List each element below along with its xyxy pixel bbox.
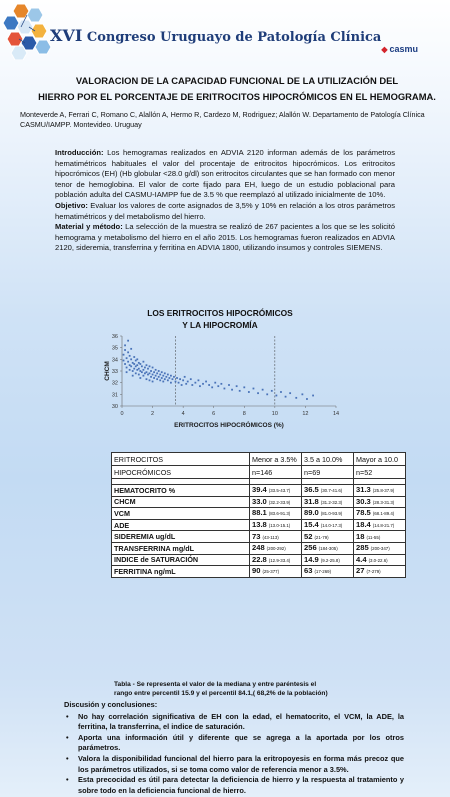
cell-range: (68.1-89.4)	[372, 511, 395, 517]
discussion-item: • Esta precocidad es útil para detectar la deficiencia de hierro y la respuesta al tratamiento y sobre todo en la deficiencia funcional de hierro.	[64, 775, 404, 796]
table-cell	[354, 519, 406, 531]
cell-median: 30.3	[356, 496, 371, 506]
data-point	[301, 393, 303, 395]
table-row	[112, 531, 406, 543]
cell-median: 18	[356, 531, 365, 541]
cell-range: (200-292)	[266, 546, 286, 552]
data-point	[150, 376, 152, 378]
objective-text: Evaluar los valores de corte asignados de 3,5% y 10% en relación a los otros parámetros hematimétricos y del metabolismo del hierro.	[55, 200, 395, 221]
table-cell	[250, 496, 302, 508]
data-point	[130, 365, 132, 367]
intro-text: Los hemogramas realizados en ADVIA 2120 informan además de los parámetros hematimétricos habituales el valor del procentaje de eritrocitos hipocrómicos. Los eritrocitos hipocrómicos (EH) (Hb globular <28.0 g/dl) son eritrocitos circulantes que se han formado con menor tenor de hemoglobina. El valor de corte fijado para EH, luego de un estudio poblacional para población adulta del CASMU-IAMPP fue de 3.5 % que reemplazó al utilizado inicialmente de 10%.	[55, 148, 395, 200]
header-label-2: HIPOCRÓMICOS	[112, 466, 250, 479]
data-point	[253, 388, 255, 390]
y-tick-label: 32	[111, 380, 118, 387]
cell-median: 52	[304, 531, 313, 541]
title-line-2: HIERRO POR EL PORCENTAJE DE ERITROCITOS HIPOCRÓMICOS EN EL HEMOGRAMA.	[38, 91, 436, 102]
data-point	[170, 382, 172, 384]
data-point	[208, 384, 210, 386]
cell-median: 248	[252, 543, 265, 553]
table-row	[112, 519, 406, 531]
cell-median: 63	[304, 566, 313, 576]
table-cell	[354, 542, 406, 554]
header-col-1-b: n=146	[250, 466, 302, 479]
discussion-item: • Valora la disponibilidad funcional del hierro para la eritropoyesis en forma más precoz que los parámetros utilizados, si se toma como valor de referencia menor a 3.5%.	[64, 754, 404, 775]
data-point	[176, 377, 178, 379]
cell-median: 18.4	[356, 520, 371, 530]
title-line-1: VALORACION DE LA CAPACIDAD FUNCIONAL DE LA UTILIZACIÓN DEL	[75, 75, 399, 86]
data-point	[126, 371, 128, 373]
results-table	[111, 452, 406, 578]
data-point	[139, 363, 141, 365]
data-point	[262, 389, 264, 391]
table-cell	[250, 531, 302, 543]
data-point	[190, 378, 192, 380]
cell-median: 36.5	[304, 485, 319, 495]
data-point	[152, 374, 154, 376]
cell-range: (9.2-25.8)	[320, 557, 340, 563]
table-row	[112, 496, 406, 508]
data-point	[158, 376, 160, 378]
y-tick-label: 34	[111, 357, 118, 364]
table-row	[112, 485, 406, 497]
data-point	[124, 349, 126, 351]
cell-range: (7-279)	[366, 569, 381, 575]
data-point	[124, 363, 126, 365]
table-cell	[354, 566, 406, 578]
y-tick-label: 35	[111, 345, 118, 352]
poster-title	[38, 73, 436, 105]
x-tick-label: 12	[302, 411, 309, 417]
data-point	[130, 358, 132, 360]
row-label: ADE	[112, 519, 250, 531]
data-point	[257, 392, 259, 394]
data-point	[164, 372, 166, 374]
data-point	[129, 355, 131, 357]
caption-line-1: Tabla - Se representa el valor de la mediana y entre paréntesis el	[114, 681, 317, 688]
cell-range: (21-79)	[314, 534, 329, 540]
data-point	[187, 381, 189, 383]
data-point	[123, 360, 125, 362]
data-point	[280, 391, 282, 393]
cell-median: 33.0	[252, 496, 267, 506]
data-point	[214, 382, 216, 384]
data-point	[127, 340, 129, 342]
table-cell	[250, 508, 302, 520]
cell-median: 78.5	[356, 508, 371, 518]
data-point	[295, 397, 297, 399]
data-point	[178, 382, 180, 384]
table-row	[112, 554, 406, 566]
data-point	[153, 371, 155, 373]
cell-range: (32.2-33.9)	[268, 499, 291, 505]
header-col-3-a: Mayor a 10.0	[354, 453, 406, 466]
caption-line-2: rango entre percentil 15.9 y el percentil 84.1,( 68,2% de la población)	[114, 690, 328, 697]
data-point	[220, 383, 222, 385]
cell-median: 4.4	[356, 554, 367, 564]
table-cell	[302, 554, 354, 566]
data-point	[149, 372, 151, 374]
table-cell	[302, 531, 354, 543]
authors: Monteverde A, Ferrari C, Romano C, Alallón A, Hermo R, Cardezo M, Rodriguez; Alallón W. Departamento de Patología Clínica CASMU/IAMPP. Montevideo. Uruguay	[20, 110, 425, 129]
objective-paragraph	[55, 201, 395, 222]
table-cell	[302, 542, 354, 554]
table-cell	[250, 485, 302, 497]
table-header-row-2	[112, 466, 406, 479]
data-point	[167, 374, 169, 376]
data-point	[130, 348, 132, 350]
chart-title	[120, 307, 320, 331]
row-label: CHCM	[112, 496, 250, 508]
cell-median: 31.8	[304, 496, 319, 506]
discussion-list	[64, 712, 404, 797]
table-cell	[250, 519, 302, 531]
x-tick-label: 2	[151, 411, 155, 417]
method-label: Material y método:	[55, 222, 123, 232]
table-cell	[354, 496, 406, 508]
method-paragraph	[55, 222, 395, 254]
y-axis-label: CHCM	[104, 361, 111, 381]
data-point	[164, 378, 166, 380]
casmu-logo	[381, 44, 418, 54]
data-point	[143, 361, 145, 363]
data-point	[127, 361, 129, 363]
data-point	[172, 378, 174, 380]
data-point	[289, 392, 291, 394]
cell-range: (83.6-91.3)	[268, 511, 291, 517]
casmu-mark-icon: ◆	[381, 44, 388, 54]
row-label: TRANSFERRINA mg/dL	[112, 542, 250, 554]
table-cell	[302, 508, 354, 520]
table-cell	[354, 554, 406, 566]
congress-name: Congreso Uruguayo de Patología Clínica	[86, 30, 382, 45]
data-point	[228, 384, 230, 386]
data-point	[126, 367, 128, 369]
cell-median: 39.4	[252, 485, 267, 495]
data-point	[312, 395, 314, 397]
cell-range: (30.7-41.6)	[320, 488, 343, 494]
y-tick-label: 31	[111, 392, 118, 399]
table-cell	[302, 496, 354, 508]
discussion-title: Discusión y conclusiones:	[64, 700, 158, 709]
cell-range: (17-269)	[314, 569, 332, 575]
cell-range: (200-347)	[370, 546, 390, 552]
cell-range: (25-377)	[262, 569, 280, 575]
table-row	[112, 542, 406, 554]
cell-range: (25.8-37.9)	[372, 488, 395, 494]
cell-range: (14.0-17.3)	[320, 523, 343, 529]
table-caption	[114, 680, 414, 698]
data-point	[152, 367, 154, 369]
chart-title-line-2: Y LA HIPOCROMÍA	[182, 320, 258, 330]
data-point	[146, 371, 148, 373]
data-point	[139, 377, 141, 379]
casmu-logo-text: casmu	[389, 44, 418, 54]
x-axis-label: ERITROCITOS HIPOCRÓMICOS (%)	[174, 422, 284, 429]
cell-range: (3.0-22.6)	[368, 557, 388, 563]
discussion-item: • No hay correlación significativa de EH con la edad, el hematocrito, el VCM, la ADE, la ferritina, la transferrina, el indice de saturación.	[64, 712, 404, 733]
poster-header	[0, 0, 450, 60]
hexagon-molecule-icon	[3, 2, 55, 60]
table-cell	[250, 566, 302, 578]
header-col-1-a: Menor a 3.5%	[250, 453, 302, 466]
objective-label: Objetivo:	[55, 200, 88, 210]
cell-range: (81.0-93.9)	[320, 511, 343, 517]
row-label: FERRITINA ng/mL	[112, 566, 250, 578]
row-label: INDICE de SATURACIÓN	[112, 554, 250, 566]
data-point	[266, 393, 268, 395]
discussion-item: • Aporta una información útil y diferente que se agrega a la aportada por los otros parámetros.	[64, 733, 404, 754]
data-point	[185, 383, 187, 385]
data-point	[217, 385, 219, 387]
data-point	[159, 379, 161, 381]
cell-median: 90	[252, 566, 261, 576]
data-point	[161, 377, 163, 379]
intro-label: Introducción:	[55, 148, 104, 157]
intro-section	[55, 148, 395, 254]
data-point	[271, 390, 273, 392]
data-point	[239, 390, 241, 392]
data-point	[199, 385, 201, 387]
cell-range: (13.0-15.1)	[268, 523, 291, 529]
data-point	[144, 367, 146, 369]
data-point	[205, 381, 207, 383]
row-label: HEMATOCRITO %	[112, 485, 250, 497]
data-point	[191, 384, 193, 386]
data-point	[306, 398, 308, 400]
scatter-chart	[100, 332, 350, 432]
cell-range: (184-305)	[318, 546, 338, 552]
data-point	[275, 395, 277, 397]
chart-title-line-1: LOS ERITROCITOS HIPOCRÓMICOS	[147, 308, 293, 318]
table-row	[112, 508, 406, 520]
data-point	[202, 383, 204, 385]
data-point	[129, 369, 131, 371]
table-header-row-1	[112, 453, 406, 466]
data-point	[194, 382, 196, 384]
cell-median: 88.1	[252, 508, 267, 518]
data-point	[248, 391, 250, 393]
data-point	[162, 381, 164, 383]
intro-paragraph	[55, 148, 395, 201]
cell-median: 285	[356, 543, 369, 553]
cell-range: (28.3-31.3)	[372, 499, 395, 505]
cell-median: 13.8	[252, 520, 267, 530]
results-table-wrap	[111, 452, 406, 578]
x-tick-label: 0	[120, 411, 124, 417]
row-label: VCM	[112, 508, 250, 520]
table-cell	[302, 519, 354, 531]
data-point	[124, 344, 126, 346]
data-point	[167, 379, 169, 381]
header-label-1: ERITROCITOS	[112, 453, 250, 466]
data-point	[156, 372, 158, 374]
table-cell	[250, 542, 302, 554]
header-col-2-b: n=69	[302, 466, 354, 479]
x-tick-label: 4	[181, 411, 185, 417]
cell-range: (43-113)	[262, 534, 279, 540]
data-point	[152, 381, 154, 383]
data-point	[153, 377, 155, 379]
data-point	[170, 375, 172, 377]
data-point	[211, 386, 213, 388]
data-point	[158, 370, 160, 372]
data-point	[141, 371, 143, 373]
data-point	[182, 379, 184, 381]
data-point	[136, 358, 138, 360]
table-cell	[354, 485, 406, 497]
data-point	[150, 370, 152, 372]
data-point	[149, 365, 151, 367]
data-point	[141, 365, 143, 367]
method-text: La selección de la muestra se realizó de 267 pacientes a los que se les solicitó hemograma y metabolismo del hierro en el año 2015. Los hemogramas fueron realizados en ADVIA 2120, sideremia, transferrina y ferritina en ADVIA 1800, utilizando insumos y controles SIEMENS.	[55, 222, 396, 253]
x-tick-label: 14	[332, 411, 340, 417]
data-point	[175, 381, 177, 383]
data-point	[159, 374, 161, 376]
data-point	[146, 364, 148, 366]
header-col-3-b: n=52	[354, 466, 406, 479]
data-point	[285, 396, 287, 398]
y-tick-label: 30	[111, 404, 118, 410]
data-point	[136, 364, 138, 366]
x-tick-label: 8	[242, 411, 246, 417]
table-cell	[250, 554, 302, 566]
data-point	[155, 369, 157, 371]
y-tick-label: 33	[111, 369, 118, 375]
data-point	[126, 357, 128, 359]
data-point	[156, 378, 158, 380]
y-tick-label: 36	[111, 334, 118, 340]
data-point	[143, 369, 145, 371]
data-point	[132, 375, 134, 377]
data-point	[168, 377, 170, 379]
table-cell	[354, 531, 406, 543]
data-point	[149, 379, 151, 381]
cell-median: 31.3	[356, 485, 371, 495]
table-cell	[302, 485, 354, 497]
data-point	[231, 389, 233, 391]
data-point	[133, 368, 135, 370]
data-point	[146, 378, 148, 380]
data-point	[162, 375, 164, 377]
data-point	[127, 351, 129, 353]
data-point	[173, 376, 175, 378]
data-point	[132, 370, 134, 372]
data-point	[198, 379, 200, 381]
data-point	[236, 385, 238, 387]
data-point	[161, 371, 163, 373]
cell-median: 22.8	[252, 554, 267, 564]
data-point	[138, 374, 140, 376]
table-cell	[302, 566, 354, 578]
cell-median: 89.0	[304, 508, 319, 518]
cell-range: (33.5-43.7)	[268, 488, 291, 494]
cell-range: (12.9-33.4)	[268, 557, 291, 563]
discussion-section	[64, 700, 404, 796]
cell-median: 15.4	[304, 520, 319, 530]
congress-title	[50, 26, 381, 45]
cell-range: (14.8-21.7)	[372, 523, 395, 529]
data-point	[184, 376, 186, 378]
x-tick-label: 10	[271, 411, 278, 417]
header-col-2-a: 3.5 a 10.0%	[302, 453, 354, 466]
data-point	[224, 388, 226, 390]
data-point	[123, 354, 125, 356]
row-label: SIDEREMIA ug/dL	[112, 531, 250, 543]
table-row	[112, 566, 406, 578]
cell-range: (11-55)	[366, 534, 381, 540]
data-point	[135, 372, 137, 374]
data-point	[143, 375, 145, 377]
cell-median: 14.9	[304, 554, 319, 564]
data-point	[138, 368, 140, 370]
data-point	[165, 376, 167, 378]
data-point	[147, 368, 149, 370]
data-point	[155, 375, 157, 377]
cell-range: (31.2-32.3)	[320, 499, 343, 505]
data-point	[179, 378, 181, 380]
table-cell	[354, 508, 406, 520]
congress-roman: XVI	[50, 26, 83, 45]
cell-median: 73	[252, 531, 261, 541]
data-point	[181, 384, 183, 386]
data-point	[133, 356, 135, 358]
data-point	[133, 363, 135, 365]
cell-median: 256	[304, 543, 317, 553]
x-tick-label: 6	[212, 411, 216, 417]
data-point	[243, 386, 245, 388]
cell-median: 27	[356, 566, 365, 576]
